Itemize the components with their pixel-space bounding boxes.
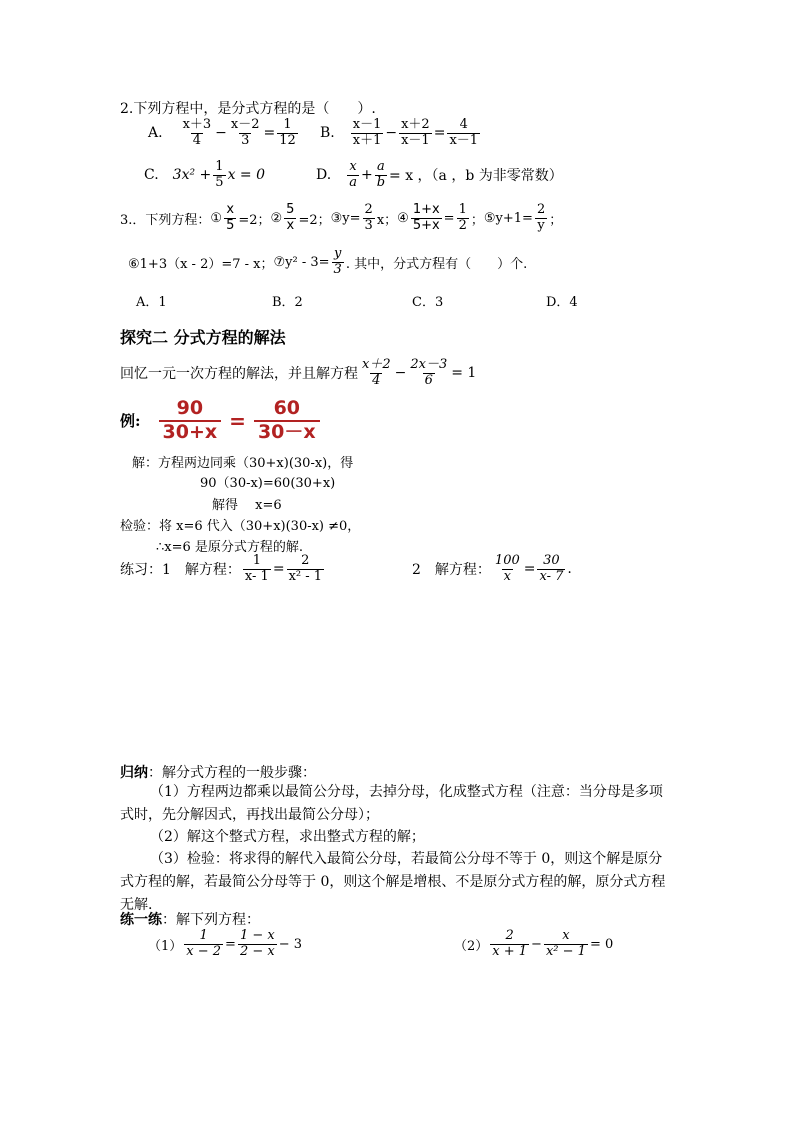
check-line-1: 检验：将 x=6 代入（30+x)(30-x) ≠0， (120, 519, 361, 534)
fraction: $\frac{x+3}{4}$ (182, 117, 212, 148)
practice-2 (412, 554, 572, 585)
fraction: $\frac{x+2}{4}$ (362, 357, 391, 388)
example-equation (120, 398, 324, 444)
fraction: $\frac{1+x}{5+x}$ (412, 202, 440, 233)
option-b-label: B. (320, 125, 335, 142)
operator: + (360, 167, 373, 184)
expression: ⑥1+3（x - 2）=7 - x； (128, 256, 274, 272)
fraction: $\frac{2}{\text{x² - 1}}$ (288, 553, 323, 584)
eq-marker: ④ (397, 210, 409, 226)
expression: . 其中，分式方程有（ ）个. (345, 256, 528, 272)
operator: = (272, 561, 285, 578)
fraction: $\frac{2}{y}$ (536, 202, 546, 233)
expression: =2； (238, 212, 271, 228)
eq-marker: ① (210, 210, 223, 226)
fraction: $\frac{x-2}{3}$ (230, 117, 260, 148)
q3-equations (120, 203, 562, 234)
fraction: $\frac{2}{3}$ (364, 202, 373, 233)
summary-title (120, 762, 316, 782)
fraction: $\frac{y}{3}$ (333, 246, 342, 277)
exercise-title (120, 909, 260, 929)
summary-title-bold: 归纳 (120, 765, 148, 781)
expression: x = 0 (227, 167, 265, 184)
expression: 3x² + (172, 167, 212, 184)
exercise-title-rest: ：解下列方程： (162, 912, 260, 928)
solution-line-3: 解得 x=6 (212, 498, 282, 513)
check-line-2: ∴x=6 是原分式方程的解. (156, 540, 304, 555)
q2-option-d (316, 160, 563, 191)
q3-option-c: C．3 (412, 295, 444, 310)
q2-title: 2.下列方程中，是分式方程的是（ ）. (120, 101, 376, 117)
fraction: $\frac{1}{12}$ (279, 117, 296, 148)
option-d-label: D. (316, 167, 332, 184)
fraction: $\frac{90}{30+x}$ (159, 398, 222, 444)
fraction: $\frac{x+2}{x-1}$ (401, 117, 430, 148)
expression: ； (470, 212, 484, 228)
fraction: $\frac{1}{2}$ (458, 202, 467, 233)
q2-option-c (144, 160, 265, 191)
operator: = (225, 936, 236, 952)
expression: ③y= (330, 210, 361, 226)
recall-text: 回忆一元一次方程的解法，并且解方程 (120, 366, 358, 383)
fraction: $\frac{x}{a}$ (349, 159, 357, 190)
operator: − (394, 365, 407, 382)
operator: = (433, 125, 446, 142)
operator: − (215, 125, 227, 142)
q3-option-d: D．4 (546, 295, 578, 310)
section-heading: 探究二 分式方程的解法 (120, 328, 286, 347)
expression: − 3 (278, 936, 303, 952)
fraction: $\frac{2}{x + 1}$ (492, 928, 528, 959)
operator: − (385, 125, 398, 142)
exercise-label: （2） (454, 938, 489, 954)
fraction: $\frac{1}{x- 1}$ (244, 553, 269, 584)
operator: − (531, 936, 542, 952)
practice-1 (120, 554, 326, 585)
q3-option-a: A．1 (136, 295, 167, 310)
summary-step-3: （3）检验：将求得的解代入最简公分母，若最简公分母不等于 0，则这个解是原分式方程的解，若最简公分母等于 0，则这个解是增根、不是原分式方程的解，原分式方程无解. (120, 851, 666, 913)
expression: ； (549, 212, 563, 228)
eq-marker: ② (270, 210, 283, 226)
fraction: $\frac{x}{\text{x² − 1}}$ (545, 928, 586, 959)
expression: . (567, 561, 572, 578)
expression: = 1 (451, 365, 477, 382)
summary-step-1: （1）方程两边都乘以最简公分母，去掉分母，化成整式方程（注意：当分母是多项式时，先分解因式，再找出最简公分母）； (120, 784, 663, 823)
fraction: $\frac{x-1}{x+1}$ (352, 117, 382, 148)
exercise-2 (454, 929, 613, 960)
exercise-1 (148, 929, 302, 960)
fraction: $\frac{a}{b}$ (376, 159, 386, 190)
expression: x； (376, 212, 398, 228)
summary-title-rest: ：解分式方程的一般步骤： (148, 765, 316, 781)
solution-line-1: 解：方程两边同乘（30+x)(30-x)，得 (132, 456, 354, 471)
expression: ⑤y+1= (483, 210, 533, 226)
fraction: $\frac{1}{x - 2}$ (186, 928, 222, 959)
q3-intro: 3.．下列方程： (120, 212, 211, 228)
q3-equations-line2 (128, 247, 527, 278)
fraction: $\frac{5}{x}$ (286, 202, 295, 233)
q2-option-a (148, 118, 300, 149)
practice-label: 2 解方程： (412, 562, 491, 579)
operator: = (229, 408, 246, 433)
fraction: $\frac{100}{x}$ (494, 553, 520, 584)
expression: = 0 (589, 936, 614, 952)
operator: = (443, 210, 455, 226)
exercise-title-bold: 练一练 (120, 912, 162, 928)
option-c-label: C. (144, 167, 159, 184)
option-a-label: A. (148, 125, 163, 142)
solution-line-2: 90（30-x)=60(30+x) (200, 476, 336, 491)
exercise-label: （1） (148, 938, 183, 954)
fraction: $\frac{30}{x- 7}$ (539, 553, 564, 584)
fraction: $\frac{60}{30-x}$ (254, 398, 320, 444)
fraction: $\frac{2x-3}{6}$ (410, 357, 448, 388)
operator: = (523, 561, 536, 578)
fraction: $\frac{1}{5}$ (215, 159, 224, 190)
summary-step-2: （2）解这个整式方程，求出整式方程的解； (150, 829, 425, 845)
recall-line (120, 358, 476, 389)
fraction: $\frac{4}{x-1}$ (449, 117, 479, 148)
q2-option-b (320, 118, 482, 149)
expression: ⑦y² - 3= (273, 254, 330, 270)
practice-label: 练习：1 解方程： (120, 562, 241, 579)
fraction: $\frac{1 - x}{2 - x}$ (239, 928, 275, 959)
operator: = (263, 125, 276, 142)
expression: =2； (298, 212, 331, 228)
q3-option-b: B．2 (272, 295, 303, 310)
fraction: $\frac{x}{5}$ (226, 202, 235, 233)
expression: = x ，（a ，b 为非零常数） (389, 168, 563, 185)
example-label: 例: (120, 412, 141, 431)
